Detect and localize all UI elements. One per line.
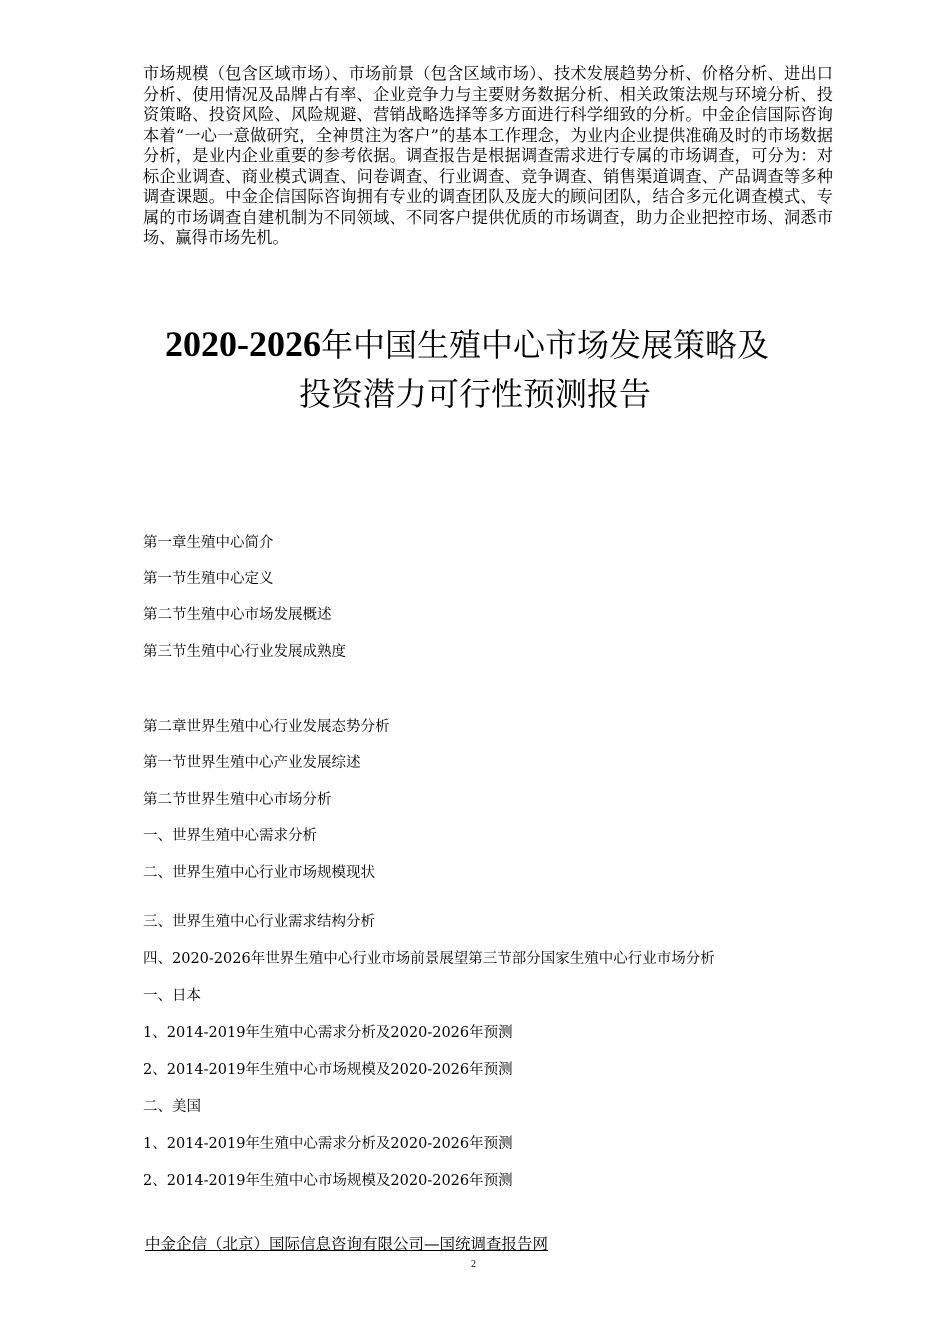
report-title-year: 2020-2026	[164, 324, 321, 364]
toc-item: 四、2020-2026年世界生殖中心行业市场前景展望第三节部分国家生殖中心行业市场分析	[143, 951, 715, 967]
toc-item: 二、世界生殖中心行业市场规模现状	[143, 865, 375, 881]
report-title-text: 年中国生殖中心市场发展策略及	[320, 326, 769, 364]
footer-company-link[interactable]: 中金企信（北京）国际信息咨询有限公司—国统调查报告网	[145, 1235, 549, 1253]
toc-item: 第三节生殖中心行业发展成熟度	[143, 644, 346, 660]
report-title-line-2: 投资潜力可行性预测报告	[298, 375, 651, 413]
toc-item: 第一节世界生殖中心产业发展综述	[143, 755, 361, 771]
toc-item: 2、2014-2019年生殖中心市场规模及2020-2026年预测	[143, 1173, 513, 1189]
toc-item: 三、世界生殖中心行业需求结构分析	[143, 914, 375, 930]
toc-item: 2、2014-2019年生殖中心市场规模及2020-2026年预测	[143, 1062, 513, 1078]
report-title-line-1	[0, 322, 942, 367]
toc-chapter-2: 第二章世界生殖中心行业发展态势分析	[143, 719, 390, 735]
toc-item: 第二节世界生殖中心市场分析	[143, 792, 332, 808]
toc-item: 一、日本	[143, 988, 201, 1004]
toc-item: 一、世界生殖中心需求分析	[143, 828, 317, 844]
toc-chapter-1: 第一章生殖中心简介	[143, 535, 274, 551]
toc-item: 1、2014-2019年生殖中心需求分析及2020-2026年预测	[143, 1025, 513, 1041]
page-number: 2	[471, 1259, 476, 1270]
toc-item: 二、美国	[143, 1099, 201, 1115]
intro-paragraph: 市场规模（包含区域市场）、市场前景（包含区域市场）、技术发展趋势分析、价格分析、进出口分析、使用情况及品牌占有率、企业竞争力与主要财务数据分析、相关政策法规与环境分析、投资策略、投资风险、风险规避、营销战略选择等多方面进行科学细致的分析。中金企信国际咨询本着“一心一意做研究，全神贯注为客户”的基本工作理念，为业内企业提供准确及时的市场数据分析，是业内企业重要的参考依据。调查报告是根据调查需求进行专属的市场调查，可分为：对标企业调查、商业模式调查、问卷调查、行业调查、竞争调查、销售渠道调查、产品调查等多种调查课题。中金企信国际咨询拥有专业的调查团队及庞大的顾问团队，结合多元化调查模式、专属的市场调查自建机制为不同领域、不同客户提供优质的市场调查，助力企业把控市场、洞悉市场、赢得市场先机。	[143, 64, 833, 247]
toc-item: 1、2014-2019年生殖中心需求分析及2020-2026年预测	[143, 1136, 513, 1152]
toc-item: 第二节生殖中心市场发展概述	[143, 607, 332, 623]
toc-item: 第一节生殖中心定义	[143, 571, 274, 587]
